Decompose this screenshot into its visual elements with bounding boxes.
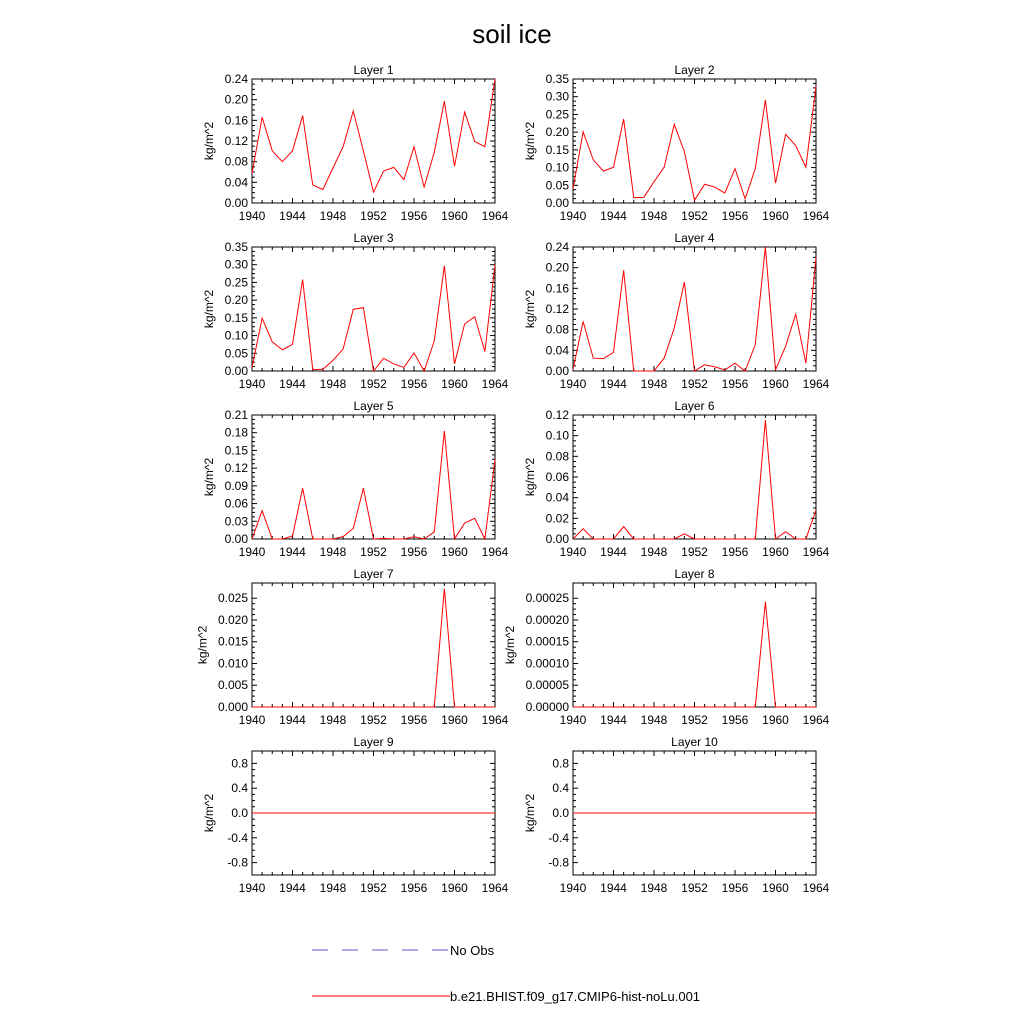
y-tick-label: 0.16 [224,113,248,128]
y-tick-label: 0.0 [552,806,569,820]
y-tick-label: 0.00005 [525,678,569,693]
x-tick-label: 1964 [802,209,830,223]
x-tick-label: 1940 [238,377,266,391]
y-tick-label: 0.08 [545,322,569,337]
x-tick-label: 1944 [600,209,627,223]
panel-title-layer-5: Layer 5 [353,399,394,413]
y-tick-label: 0.00010 [525,656,569,671]
y-axis-label: kg/m^2 [202,457,217,497]
panel-layer-8 [503,567,830,727]
x-tick-label: 1960 [762,377,789,391]
x-tick-label: 1948 [319,881,347,895]
y-tick-label: 0.20 [545,260,569,275]
y-tick-label: 0.25 [224,275,248,290]
y-tick-label: 0.000 [217,700,248,714]
legend [312,943,700,1004]
panel-title-layer-3: Layer 3 [353,231,394,245]
series-line-layer-7 [252,589,495,707]
panel-layer-5 [202,399,508,559]
y-tick-label: 0.20 [545,125,569,140]
y-tick-label: 0.015 [217,634,248,649]
x-tick-label: 1948 [640,713,668,727]
y-tick-label: 0.24 [545,240,569,254]
x-tick-label: 1948 [319,545,347,559]
x-tick-label: 1944 [279,209,306,223]
panel-layer-4 [523,231,829,391]
x-tick-label: 1944 [600,713,627,727]
x-tick-label: 1960 [762,713,789,727]
series-line-layer-8 [573,602,816,707]
x-tick-label: 1948 [640,377,668,391]
x-tick-label: 1940 [559,377,587,391]
x-tick-label: 1964 [481,209,509,223]
series-line-layer-5 [252,431,495,539]
x-tick-label: 1956 [721,209,749,223]
y-axis-label: kg/m^2 [202,121,217,161]
y-axis-label: kg/m^2 [195,625,210,665]
panel-layer-10 [523,735,829,895]
x-tick-label: 1964 [481,881,509,895]
y-tick-label: 0.15 [545,142,569,157]
x-tick-label: 1964 [481,545,509,559]
x-tick-label: 1952 [681,545,708,559]
legend-model-label: b.e21.BHIST.f09_g17.CMIP6-hist-noLu.001 [450,989,701,1004]
y-tick-label: 0.10 [545,160,569,175]
x-tick-label: 1956 [721,881,749,895]
x-tick-label: 1940 [559,209,587,223]
y-tick-label: 0.025 [217,591,248,606]
panel-title-layer-9: Layer 9 [353,735,394,749]
x-tick-label: 1944 [279,545,306,559]
x-tick-label: 1952 [360,713,387,727]
x-tick-label: 1952 [681,377,708,391]
x-tick-label: 1960 [441,881,468,895]
x-tick-label: 1956 [400,545,428,559]
plot-frame [573,583,816,707]
x-tick-label: 1964 [481,377,509,391]
y-tick-label: 0.05 [224,346,248,361]
y-tick-label: 0.00015 [525,634,569,649]
x-tick-label: 1960 [441,377,468,391]
x-tick-label: 1960 [441,209,468,223]
y-tick-label: 0.06 [545,470,569,484]
y-axis-label: kg/m^2 [523,121,538,161]
series-line-layer-1 [252,79,495,192]
y-axis-label: kg/m^2 [523,793,538,833]
y-tick-label: 0.00000 [525,700,569,714]
x-tick-label: 1952 [360,209,387,223]
panel-layer-3 [202,231,508,391]
x-tick-label: 1948 [319,377,347,391]
x-tick-label: 1960 [441,713,468,727]
y-tick-label: 0.21 [224,408,248,422]
y-tick-label: 0.08 [545,449,569,464]
x-tick-label: 1964 [481,713,509,727]
x-tick-label: 1952 [681,881,708,895]
panel-layer-9 [202,735,508,895]
x-tick-label: 1944 [600,377,627,391]
x-tick-label: 1952 [360,881,387,895]
y-tick-label: 0.00 [545,196,569,210]
y-axis-label: kg/m^2 [202,793,217,833]
x-tick-label: 1960 [762,881,789,895]
panel-title-layer-7: Layer 7 [353,567,394,581]
x-tick-label: 1940 [559,881,587,895]
x-tick-label: 1940 [238,881,266,895]
x-tick-label: 1944 [600,545,627,559]
y-tick-label: 0.00 [224,196,248,210]
series-line-layer-6 [573,420,816,539]
y-tick-label: 0.00 [545,364,569,378]
x-tick-label: 1952 [360,545,387,559]
y-tick-label: 0.15 [224,443,248,458]
y-tick-label: 0.03 [224,514,248,529]
x-tick-label: 1960 [762,209,789,223]
x-tick-label: 1948 [319,713,347,727]
y-tick-label: 0.24 [224,72,248,86]
x-tick-label: 1956 [400,713,428,727]
y-tick-label: 0.8 [552,756,569,771]
y-axis-label: kg/m^2 [523,289,538,329]
y-tick-label: 0.30 [224,257,248,272]
y-tick-label: 0.00025 [525,591,569,606]
y-axis-label: kg/m^2 [202,289,217,329]
y-tick-label: 0.16 [545,281,569,296]
x-tick-label: 1944 [279,881,306,895]
panel-title-layer-4: Layer 4 [674,231,715,245]
x-tick-label: 1952 [681,209,708,223]
y-tick-label: 0.10 [545,428,569,443]
panel-title-layer-8: Layer 8 [674,567,715,581]
panel-layer-6 [523,399,829,559]
y-tick-label: -0.4 [548,830,569,845]
y-tick-label: 0.020 [217,612,248,627]
y-tick-label: 0.35 [545,72,569,86]
panel-title-layer-1: Layer 1 [353,63,394,77]
x-tick-label: 1956 [400,377,428,391]
y-tick-label: -0.8 [548,855,569,870]
series-line-layer-2 [573,86,816,200]
y-tick-label: 0.10 [224,328,248,343]
y-tick-label: 0.010 [217,656,248,671]
panel-layer-2 [523,63,829,223]
panel-title-layer-10: Layer 10 [671,735,718,749]
y-tick-label: 0.30 [545,89,569,104]
y-tick-label: 0.12 [545,408,569,422]
y-tick-label: 0.04 [224,175,248,190]
y-tick-label: 0.08 [224,154,248,169]
y-tick-label: 0.4 [231,781,248,796]
plot-frame [573,247,816,371]
x-tick-label: 1940 [238,545,266,559]
x-tick-label: 1940 [559,713,587,727]
y-tick-label: 0.00020 [525,612,569,627]
y-tick-label: 0.00 [545,532,569,546]
y-tick-label: 0.09 [224,478,248,493]
x-tick-label: 1960 [762,545,789,559]
plot-frame [573,79,816,203]
legend-obs-label: No Obs [450,943,495,958]
panel-grid [196,63,830,895]
y-tick-label: 0.20 [224,92,248,107]
x-tick-label: 1964 [802,545,830,559]
y-tick-label: -0.4 [227,830,248,845]
y-tick-label: 0.00 [224,532,248,546]
y-tick-label: 0.20 [224,293,248,308]
y-tick-label: 0.12 [224,134,248,148]
y-tick-label: 0.04 [545,343,569,358]
plot-frame [252,79,495,203]
panel-title-layer-6: Layer 6 [674,399,715,413]
y-tick-label: 0.35 [224,240,248,254]
x-tick-label: 1948 [640,881,668,895]
y-tick-label: -0.8 [227,855,248,870]
x-tick-label: 1948 [319,209,347,223]
x-tick-label: 1964 [802,881,830,895]
y-axis-label: kg/m^2 [523,457,538,497]
x-tick-label: 1960 [441,545,468,559]
x-tick-label: 1956 [400,209,428,223]
y-tick-label: 0.05 [545,178,569,193]
x-tick-label: 1964 [802,377,830,391]
y-tick-label: 0.18 [224,425,248,440]
x-tick-label: 1948 [640,545,668,559]
x-tick-label: 1944 [600,881,627,895]
y-tick-label: 0.06 [224,496,248,511]
panel-layer-7 [196,567,509,727]
y-tick-label: 0.25 [545,107,569,122]
x-tick-label: 1964 [802,713,830,727]
x-tick-label: 1944 [279,713,306,727]
x-tick-label: 1940 [559,545,587,559]
y-tick-label: 0.00 [224,364,248,378]
panel-title-layer-2: Layer 2 [674,63,715,77]
y-tick-label: 0.15 [224,310,248,325]
x-tick-label: 1940 [238,209,266,223]
series-line-layer-4 [573,247,816,371]
x-tick-label: 1940 [238,713,266,727]
x-tick-label: 1956 [721,713,749,727]
x-tick-label: 1956 [721,377,749,391]
x-tick-label: 1948 [640,209,668,223]
series-line-layer-3 [252,265,495,371]
y-tick-label: 0.0 [231,806,248,820]
plot-frame [573,415,816,539]
y-tick-label: 0.12 [545,302,569,316]
x-tick-label: 1952 [681,713,708,727]
y-tick-label: 0.4 [552,781,569,796]
plot-frame [252,247,495,371]
y-tick-label: 0.04 [545,490,569,505]
panel-layer-1 [202,63,508,223]
plot-frame [252,583,495,707]
y-tick-label: 0.12 [224,461,248,476]
plot-frame [252,415,495,539]
x-tick-label: 1956 [721,545,749,559]
y-axis-label: kg/m^2 [503,625,518,665]
y-tick-label: 0.02 [545,511,569,526]
x-tick-label: 1952 [360,377,387,391]
x-tick-label: 1956 [400,881,428,895]
y-tick-label: 0.8 [231,756,248,771]
y-tick-label: 0.005 [217,678,248,693]
x-tick-label: 1944 [279,377,306,391]
figure-title: soil ice [472,19,552,49]
